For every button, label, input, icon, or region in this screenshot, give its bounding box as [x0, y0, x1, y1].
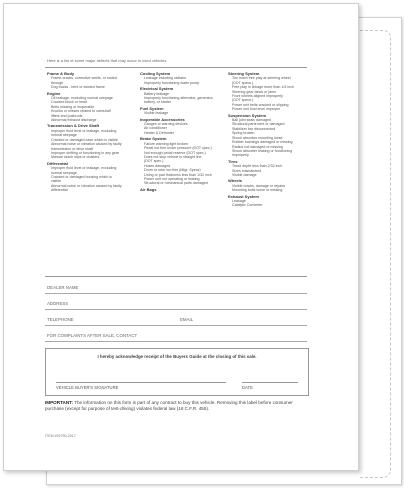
defects-column-1 [47, 72, 135, 195]
defect-item: Battery leakage [144, 91, 169, 96]
telephone-label: TELEPHONE [47, 317, 74, 322]
defect-section-title: Tires [228, 158, 238, 164]
date-label: DATE [242, 385, 253, 390]
defect-section [228, 195, 312, 208]
defect-item: battery, or starter [144, 100, 172, 105]
defect-item: Heater & Defroster [144, 130, 174, 135]
defect-item: Frame-cracks, corrective welds, or rusted [51, 76, 117, 81]
important-notice [45, 400, 309, 412]
defect-item: Shock absorber leaking or functioning [232, 148, 293, 153]
defect-item: Cracked or damaged case which is visible [51, 137, 118, 142]
defect-section-title: Exhaust System [228, 193, 259, 199]
defect-item: Failure warning light broken [144, 141, 189, 146]
email-label: EMAIL [180, 317, 194, 322]
defect-section-title: Electrical System [140, 86, 174, 92]
defect-section [228, 72, 312, 112]
defect-item: Rubber bushings damaged or missing [232, 140, 293, 145]
defect-item: Gauges or warning devices [144, 122, 188, 127]
defect-section-title: Frame & Body [47, 71, 75, 76]
defect-item: visible [51, 179, 61, 184]
defect-item: Abnormal noise or vibration caused by faulty [51, 183, 122, 188]
defect-section [140, 107, 226, 116]
defect-item: transmission or drive shaft [51, 146, 93, 151]
defect-section [140, 118, 226, 136]
defect-section-title: Inoperable Accessories [140, 116, 185, 122]
form-number: ITEM #92750-2017 [45, 434, 76, 438]
defect-item: Power unit not operating or leaking [144, 176, 200, 181]
defect-section-title: Brake System [140, 136, 167, 142]
defect-item: Pedal not firm under pressure (DOT spec.) [144, 146, 212, 151]
defect-item: Lining or pad thickness less than 1/32 inch [144, 172, 212, 177]
defect-item: Improper shifting or functioning in any gear [51, 150, 120, 155]
defect-section-title: Suspension System [228, 112, 267, 118]
acknowledgement-box [45, 348, 309, 396]
defect-item: Ball joint seals damaged [232, 118, 271, 123]
complaints-contact-field[interactable] [45, 326, 307, 342]
defect-item: Catalytic Converter [232, 203, 263, 208]
address-field[interactable] [45, 294, 307, 310]
defect-item: Visible leakage [144, 111, 169, 116]
defect-item: Spring broken [232, 131, 255, 136]
defect-item: Improper fluid level or leakage, excluding [51, 128, 117, 133]
defect-item: Leakage [232, 198, 246, 203]
defect-item: Visible cracks, damage or repairs [232, 183, 286, 188]
defect-section [228, 114, 312, 158]
defect-item: Dog tracks - bent or twisted frame [51, 85, 105, 90]
defect-section [140, 137, 226, 185]
defect-section [228, 160, 312, 178]
defect-item: Leakage including radiator [144, 76, 187, 81]
defect-item: Hoses damaged [144, 163, 171, 168]
defect-section [47, 124, 135, 159]
defect-section-title: Cooling System [140, 71, 171, 76]
defect-item: improperly [232, 153, 249, 158]
defect-item: Mounting bolts loose or missing [232, 188, 283, 193]
defect-section-title: Air Bags [140, 186, 157, 192]
defect-item: Not enough pedal reserve (DOT spec.) [144, 150, 206, 155]
defect-item: Power unit belts cracked or slipping [232, 102, 289, 107]
defect-item: Too much free play at steering wheel [232, 76, 291, 81]
defect-item: Free play in linkage more than 1/4 inch [232, 85, 294, 90]
defect-section-title: Differential [47, 160, 68, 166]
defect-item: Improperly functioning water pump [144, 80, 200, 85]
defect-item: Improper fluid level or leakage, excluding [51, 166, 117, 171]
defect-item: Radius rod damaged or missing [232, 144, 283, 149]
dealer-name-field[interactable] [45, 278, 307, 294]
defect-item: Stabilizer bar disconnected [232, 126, 276, 131]
defect-item: Improperly functioning alternator, generator, [144, 96, 214, 101]
defect-section-title: Transmission & Drive Shaft [47, 123, 100, 129]
defect-item: Tread depth less than 2/32 inch [232, 164, 283, 169]
address-label: ADDRESS [47, 301, 69, 306]
defect-item: (DOT spec.) [144, 159, 164, 164]
defect-item: Abnormal noise or vibration caused by faulty [51, 142, 122, 147]
defect-item: differential [51, 188, 68, 193]
defect-section [47, 92, 135, 123]
defect-section [47, 162, 135, 193]
divider [45, 67, 307, 68]
defect-section-title: Wheels [228, 178, 243, 184]
defect-item: (DOT specs.) [232, 80, 254, 85]
telephone-field[interactable] [45, 310, 307, 325]
defect-section-title: Steering System [228, 71, 260, 76]
defect-item: Knocks or misses related to camshaft [51, 109, 111, 114]
defect-item: Does not stop vehicle in straight line [144, 154, 202, 159]
defect-item: Drum or rotor too thin (Mfgr. Specs) [144, 168, 201, 173]
defect-item: Sizes mismatched [232, 168, 262, 173]
defects-column-2 [140, 72, 226, 194]
defect-item: Steering gear binds or jams [232, 89, 276, 94]
intro-text: Here is a list of some major defects that may occur in used vehicles [47, 58, 167, 63]
defect-item: Manual clutch slips or chatters [51, 155, 100, 160]
defect-item: Front wheels aligned improperly [232, 94, 283, 99]
defect-item: Cracked block or head [51, 100, 87, 105]
defect-item: Power unit fluid level improper [232, 107, 281, 112]
defect-section-title: Engine [47, 90, 61, 96]
defect-item: Shock absorber mounting loose [232, 135, 283, 140]
dealer-name-label: DEALER NAME [47, 285, 79, 290]
date-line[interactable] [242, 382, 298, 383]
important-text: The information on this form is part of any contract to buy this vehicle. Removing this label before consumer purchase (except for purpose of test-driving) violates federal law (16 C.F.R. 455). [45, 400, 293, 411]
defect-item: lifters and pushrods [51, 113, 83, 118]
defect-section [228, 179, 312, 192]
defect-item: Abnormal exhaust discharge [51, 118, 97, 123]
signature-line[interactable] [56, 382, 226, 383]
acknowledgement-text: I hereby acknowledge receipt of the Buyers Guide at the closing of this sale. [97, 354, 257, 359]
defect-section [140, 87, 226, 105]
defect-item: Cracked or damaged housing which is [51, 174, 112, 179]
defect-section [140, 72, 226, 85]
complaints-contact-label: FOR COMPLAINTS AFTER SALE, CONTACT [47, 333, 138, 338]
defect-section [47, 72, 135, 90]
defect-item: (DOT specs.) [232, 98, 254, 103]
defect-section [140, 188, 226, 192]
signature-label: VEHICLE BUYER'S SIGNATURE [56, 385, 119, 390]
important-label: IMPORTANT: [45, 400, 73, 405]
defect-item: Belts missing or inoperable [51, 104, 95, 109]
defect-item: Structural parts bent or damaged [232, 122, 285, 127]
perforation-edge [360, 30, 391, 478]
defect-item: normal seepage [51, 133, 77, 138]
defect-item: normal seepage [51, 170, 77, 175]
defect-item: Structural or mechanical parts damaged [144, 181, 208, 186]
defect-item: Air conditioner [144, 126, 167, 131]
defects-column-3 [228, 72, 312, 210]
divider [45, 276, 307, 277]
defect-item: Visible damage [232, 172, 257, 177]
defect-item: through [51, 80, 64, 85]
defect-section-title: Fuel System [140, 105, 164, 111]
defect-item: Oil leakage, excluding normal seepage [51, 96, 113, 101]
